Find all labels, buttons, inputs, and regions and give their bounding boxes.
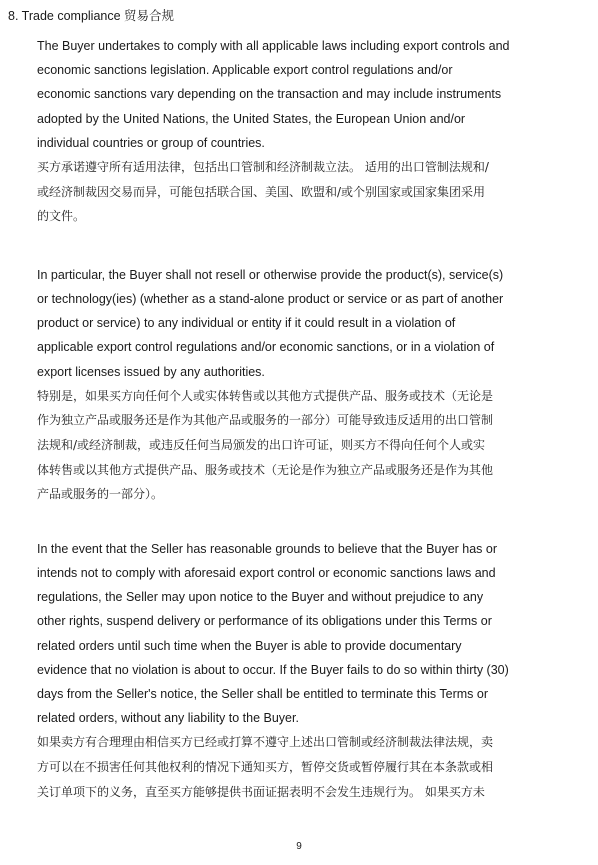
paragraph-2-english: In particular, the Buyer shall not resell or otherwise provide the product(s), service(s) or technology(ies) (whether as a stand-alone product or service or as part of another product or service) to any individual or entity if it could result in a violation of applicable export control regulations and/or economic sanctions, or in a violation of export licenses issued by any authorities. <box>37 267 504 379</box>
page-number: 9 <box>296 841 302 852</box>
paragraph-2-chinese: 特别是，如果买方向任何个人或实体转售或以其他方式提供产品、服务或技术（无论是 作为独立产品或服务还是作为其他产品或服务的一部分）可能导致违反适用的出口管制 法规和/或经济制裁，或违反任何当局颁发的出口许可证，则买方不得向任何个人或实 体转售或以其他方式提供产品、服务或技术（无论是作为独立产品或服务还是作为其他 产品或服务的一部分）。 <box>37 388 494 502</box>
paragraph-spacer <box>37 507 565 537</box>
paragraph-1-english: The Buyer undertakes to comply with all applicable laws including export controls and economic sanctions legislation. Applicable export control regulations and/or economic sanctions vary depending on the transaction and may include instruments adopted by the United Nations, the United States, the European Union and/or individual countries or group of countries. <box>37 39 510 150</box>
paragraph-1-chinese: 买方承诺遵守所有适用法律，包括出口管制和经济制裁立法。 适用的出口管制法规和/ 或经济制裁因交易而异，可能包括联合国、美国、欧盟和/或个别国家或国家集团采用 的文件。 <box>37 160 489 224</box>
section-body <box>37 34 565 804</box>
paragraph-3-chinese: 如果卖方有合理理由相信买方已经或打算不遵守上述出口管制或经济制裁法律法规，卖 方可以在不损害任何其他权利的情况下通知买方，暂停交货或暂停履行其在本条款或相 关订单项下的义务，直至买方能够提供书面证据表明不会发生违规行为。 如果买方未 <box>37 735 494 799</box>
paragraph-spacer <box>37 229 565 263</box>
paragraph-3-english: In the event that the Seller has reasonable grounds to believe that the Buyer has or intends not to comply with aforesaid export control or economic sanctions laws and regulations, the Seller may upon notice to the Buyer and without prejudice to any other rights, suspend delivery or performance of its obligations under this Terms or related orders until such time when the Buyer is able to provide documentary evidence that no violation is about to occur. If the Buyer fails to do so within thirty (30) days from the Seller's notice, the Seller shall be entitled to terminate this Terms or related orders, without any liability to the Buyer. <box>37 541 509 726</box>
section-heading: 8. Trade compliance 贸易合规 <box>8 9 175 23</box>
